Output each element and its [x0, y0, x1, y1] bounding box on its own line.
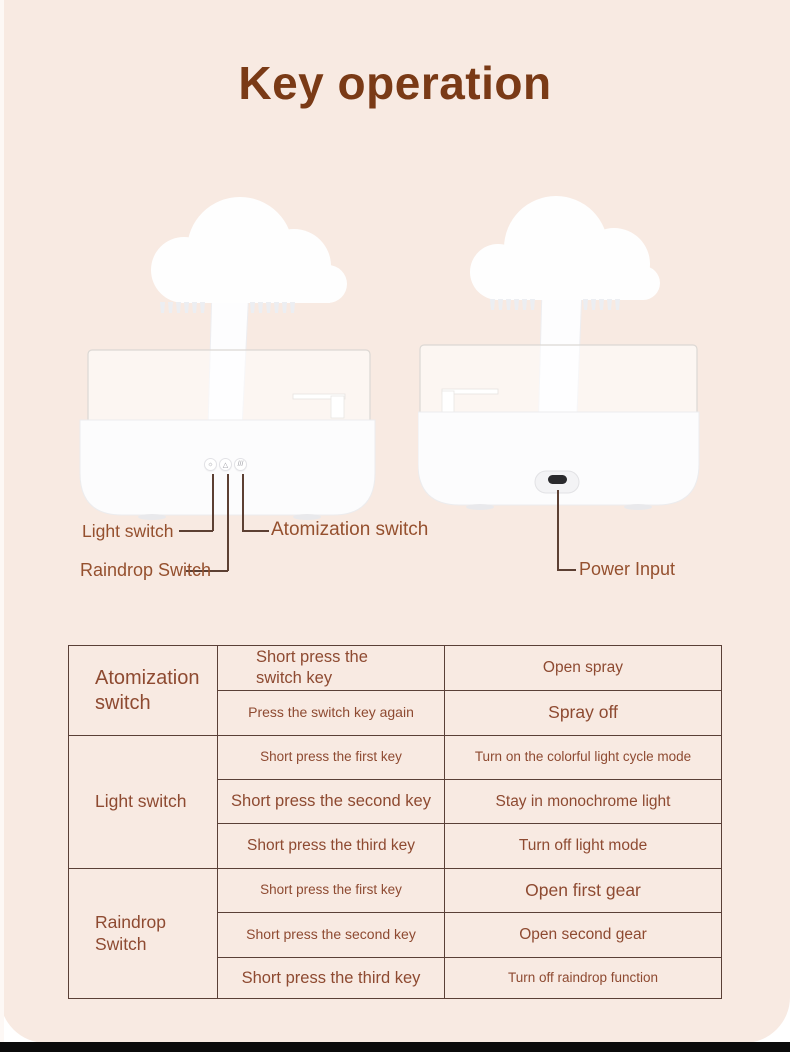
raindrop-line — [227, 474, 229, 571]
result-cell: Turn off light mode — [445, 824, 721, 869]
action-cell — [218, 646, 445, 691]
result-cell: Spray off — [445, 691, 721, 736]
light-switch-line — [212, 474, 214, 531]
light-switch-line-h — [179, 530, 213, 532]
atomization-switch-label: Atomization switch — [271, 519, 429, 540]
mist-icon: /// — [237, 461, 244, 468]
key-operation-table — [68, 645, 722, 999]
result-cell: Stay in monochrome light — [445, 780, 721, 824]
group-label-light: Light switch — [69, 736, 218, 869]
atomization-line-h — [242, 530, 269, 532]
light-button — [204, 458, 217, 471]
group-label-raindrop: Raindrop Switch — [69, 869, 218, 998]
sun-icon: ☼ — [207, 461, 214, 468]
power-line-h — [557, 569, 576, 571]
raindrop-switch-label: Raindrop Switch — [80, 560, 212, 580]
left-edge — [0, 0, 4, 1043]
page-title: Key operation — [238, 57, 552, 109]
action-cell: Short press the second key — [218, 913, 445, 958]
bottom-bar — [0, 1042, 790, 1052]
action-cell: Press the switch key again — [218, 691, 445, 736]
power-line — [557, 490, 559, 570]
result-cell: Open second gear — [445, 913, 721, 958]
action-text: Short press the switch key — [256, 648, 368, 687]
humidifier-back-image — [418, 188, 718, 518]
action-cell: Short press the second key — [218, 780, 445, 824]
result-cell: Turn off raindrop function — [507, 969, 659, 985]
result-cell: Open first gear — [445, 869, 721, 913]
action-cell: Short press the third key — [218, 824, 445, 869]
result-cell: Turn on the colorful light cycle mode — [445, 736, 721, 780]
light-switch-label: Light switch — [82, 521, 174, 541]
atomization-line — [242, 474, 244, 531]
mist-button — [234, 458, 247, 471]
action-cell: Short press the third key — [218, 958, 445, 998]
action-cell: Short press the first key — [218, 869, 445, 913]
raindrop-button — [219, 458, 232, 471]
humidifier-front-image — [72, 188, 382, 523]
group-label-atomization: Atomization switch — [69, 646, 218, 736]
result-cell: Open spray — [445, 646, 721, 691]
device-button-row — [204, 458, 247, 471]
power-input-label: Power Input — [579, 559, 676, 579]
action-cell: Short press the first key — [218, 736, 445, 780]
raindrop-icon: △ — [222, 461, 229, 469]
usb-c-port — [548, 475, 567, 484]
